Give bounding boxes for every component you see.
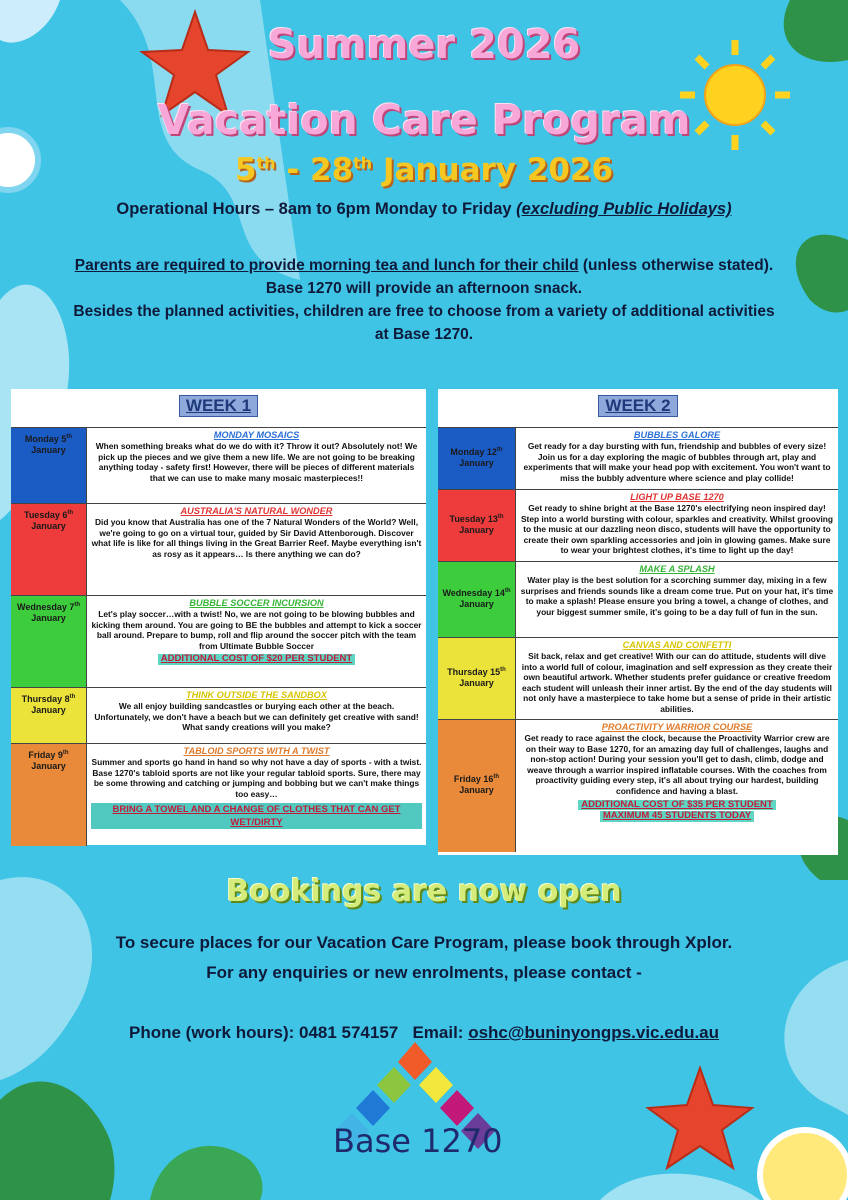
program-title: Vacation Care Program (157, 96, 691, 144)
schedule-row (11, 427, 426, 504)
contact-phone: Phone (work hours): 0481 574157 (128, 1023, 399, 1042)
activity-text: Let's play soccer…with a twist! No, we are not going to be blowing bubbles and kicking them around. You are going to BE the bubbles and attempt to kick a soccer ball around. Prepare to bump, roll and flip around the soccer pitch with the team from Ultimate Bubble Soccer (91, 609, 422, 651)
day-cell: Thursday 15th January (438, 638, 516, 720)
day-cell: Monday 5th January (11, 428, 87, 504)
logo-tile (356, 1090, 390, 1126)
intro-lunch-note: Parents are required to provide morning tea and lunch for their child (74, 257, 579, 274)
program-dates: 5th - 28th January 2026 (234, 152, 614, 188)
week2-schedule (438, 389, 838, 855)
logo-tile (419, 1067, 453, 1103)
contact-email-link[interactable]: oshc@buninyongps.vic.edu.au (468, 1023, 720, 1042)
day-cell: Friday 16th January (438, 720, 516, 852)
activity-description (516, 638, 838, 720)
activity-text: Get ready to shine bright at the Base 1270's electrifying neon inspired day! Step into a world bursting with colour, sparkles and creativity. Whilst grooving to the music at our dazzling neon disco, students will have the opportunity to create their own sparkling accessories and join in glowing games. Make sure to wear your brightest clothes, it's time to light up the day! (520, 503, 834, 556)
base1270-logo-text: Base 1270 (333, 1122, 503, 1160)
day-cell: Tuesday 13th January (438, 490, 516, 562)
intro-activities-note: Besides the planned activities, children are free to choose from a variety of additional activities (73, 303, 775, 320)
schedule-row (11, 503, 426, 596)
activity-text: When something breaks what do we do with it? Throw it out? Absolutely not! We pick up the pieces and we give them a new life. We are not going to be breaking anything today - safety first! However, there will be pieces of different materials that we can use to make many mosaic masterpieces!! (95, 441, 418, 483)
activity-text: Sit back, relax and get creative! With our can do attitude, students will dive into a world full of colour, imagination and self expression as they create their own beautiful artwork. Whether students prefer guidance or creative freedom each student will unleash their inner artist. By the end of the day students will not only have a masterpiece to take home but a sense of pride in their artistic abilities. (521, 651, 833, 714)
intro-activities-note-end: at Base 1270. (374, 326, 474, 343)
activity-description (516, 720, 838, 852)
intro-text: Parents are required to provide morning tea and lunch for their child (unless otherwise stated). Base 1270 will provide an afternoon snack. Besides the planned activities, children are free to choose from a variety of additional activities at Base 1270. (0, 254, 848, 346)
activity-title: AUSTRALIA'S NATURAL WONDER (180, 506, 333, 516)
public-holidays-note: (excluding Public Holidays) (516, 200, 732, 218)
activity-title: THINK OUTSIDE THE SANDBOX (186, 690, 327, 700)
activity-title: PROACTIVITY WARRIOR COURSE (601, 722, 753, 732)
week2-title: WEEK 2 (598, 395, 677, 417)
activity-description (87, 688, 426, 744)
activity-title: BUBBLES GALORE (633, 430, 721, 440)
logo-tile (440, 1090, 474, 1126)
logo-tile (377, 1067, 411, 1103)
program-title-year: Summer 2026 (267, 22, 581, 68)
bookings-xplor-note: To secure places for our Vacation Care Program, please book through Xplor. (115, 933, 733, 952)
activity-description (87, 744, 426, 846)
activity-title: MAKE A SPLASH (639, 564, 715, 574)
activity-cost-note: ADDITIONAL COST OF $20 PER STUDENT (158, 654, 355, 665)
schedule-row (11, 743, 426, 846)
operational-hours: Operational Hours – 8am to 6pm Monday to Friday (excluding Public Holidays) (116, 200, 732, 218)
day-cell: Thursday 8th January (11, 688, 87, 744)
contact-details: Phone (work hours): 0481 574157 Email: oshc@buninyongps.vic.edu.au (128, 1023, 720, 1042)
activity-cost-note: ADDITIONAL COST OF $35 PER STUDENT (578, 800, 775, 811)
activity-title: TABLOID SPORTS WITH A TWIST (183, 746, 330, 756)
activity-title: CANVAS AND CONFETTI (622, 640, 732, 650)
schedule-row (11, 595, 426, 688)
schedule-row (438, 561, 838, 638)
activity-text: Get ready for a day bursting with fun, friendship and bubbles of every size! Join us for a day exploring the magic of bubbles through art, play and experiments that will make your head pop with excitement. You won't want to miss the bubbly adventure where science and play collide! (523, 441, 831, 483)
schedule-row (438, 719, 838, 852)
activity-capacity-note: MAXIMUM 45 STUDENTS TODAY (600, 811, 754, 822)
bookings-text (0, 928, 848, 1048)
activity-description (87, 596, 426, 688)
activity-cost-note: BRING A TOWEL AND A CHANGE OF CLOTHES THAT CAN GET WET/DIRTY (91, 803, 422, 829)
activity-text: We all enjoy building sandcastles or burying each other at the beach. Unfortunately, we don't have a beach but we can definitely get creative with sand! What sandy creations will you make? (94, 701, 419, 733)
schedule-row (438, 637, 838, 720)
week1-schedule (11, 389, 426, 845)
bookings-title: Bookings are now open (226, 874, 622, 909)
activity-description (516, 562, 838, 638)
activity-description (87, 504, 426, 596)
bookings-contact-note: For any enquiries or new enrolments, please contact - (206, 963, 642, 982)
activity-description (87, 428, 426, 504)
schedule-row (11, 687, 426, 744)
activity-text: Did you know that Australia has one of the 7 Natural Wonders of the World? Well, we're going to go on a virtual tour, guided by Sir David Attenborough. Discover what life is like for all things living in the Great Barrier Reef. Maybe everything isn't as rosy as it appears… Is there anything we can do? (91, 517, 422, 559)
activity-text: Water play is the best solution for a scorching summer day, mixing in a few surprises and friends sounds like a dream come true. Put on your hat, it's time to make a splash! Please ensure you bring a towel, a change of clothes, and your biggest summer smile, it's going to be a day full of fun in the sun. (520, 575, 834, 617)
logo-tile (398, 1042, 432, 1080)
day-cell: Wednesday 7th January (11, 596, 87, 688)
day-cell: Monday 12th January (438, 428, 516, 490)
intro-snack-note: Base 1270 will provide an afternoon snack. (265, 280, 583, 297)
schedule-row (438, 489, 838, 562)
activity-description (516, 428, 838, 490)
activity-title: LIGHT UP BASE 1270 (630, 492, 724, 502)
activity-text: Get ready to race against the clock, because the Proactivity Warrior crew are on their way to Base 1270, for an amazing day full of challenges, laughs and non-stop action! During your session you'll get to dash, climb, dodge and weave through a warrior inspired inflatable courses. With the coaches from proactivity guiding every step, it's all about trying our hardest, building confidence and having a blast. (524, 733, 830, 796)
activity-text: Summer and sports go hand in hand so why not have a day of sports - with a twist. Base 1270's tabloid sports are not like your regular tabloid sports. Sure, there may be some throwing and catching or jumping and bobbing but we can't make things too easy… (91, 757, 422, 799)
day-cell: Tuesday 6th January (11, 504, 87, 596)
day-cell: Wednesday 14th January (438, 562, 516, 638)
week1-title: WEEK 1 (179, 395, 258, 417)
activity-title: MONDAY MOSAICS (213, 430, 300, 440)
schedule-row (438, 427, 838, 490)
day-cell: Friday 9th January (11, 744, 87, 846)
activity-title: BUBBLE SOCCER INCURSION (189, 598, 324, 608)
activity-description (516, 490, 838, 562)
